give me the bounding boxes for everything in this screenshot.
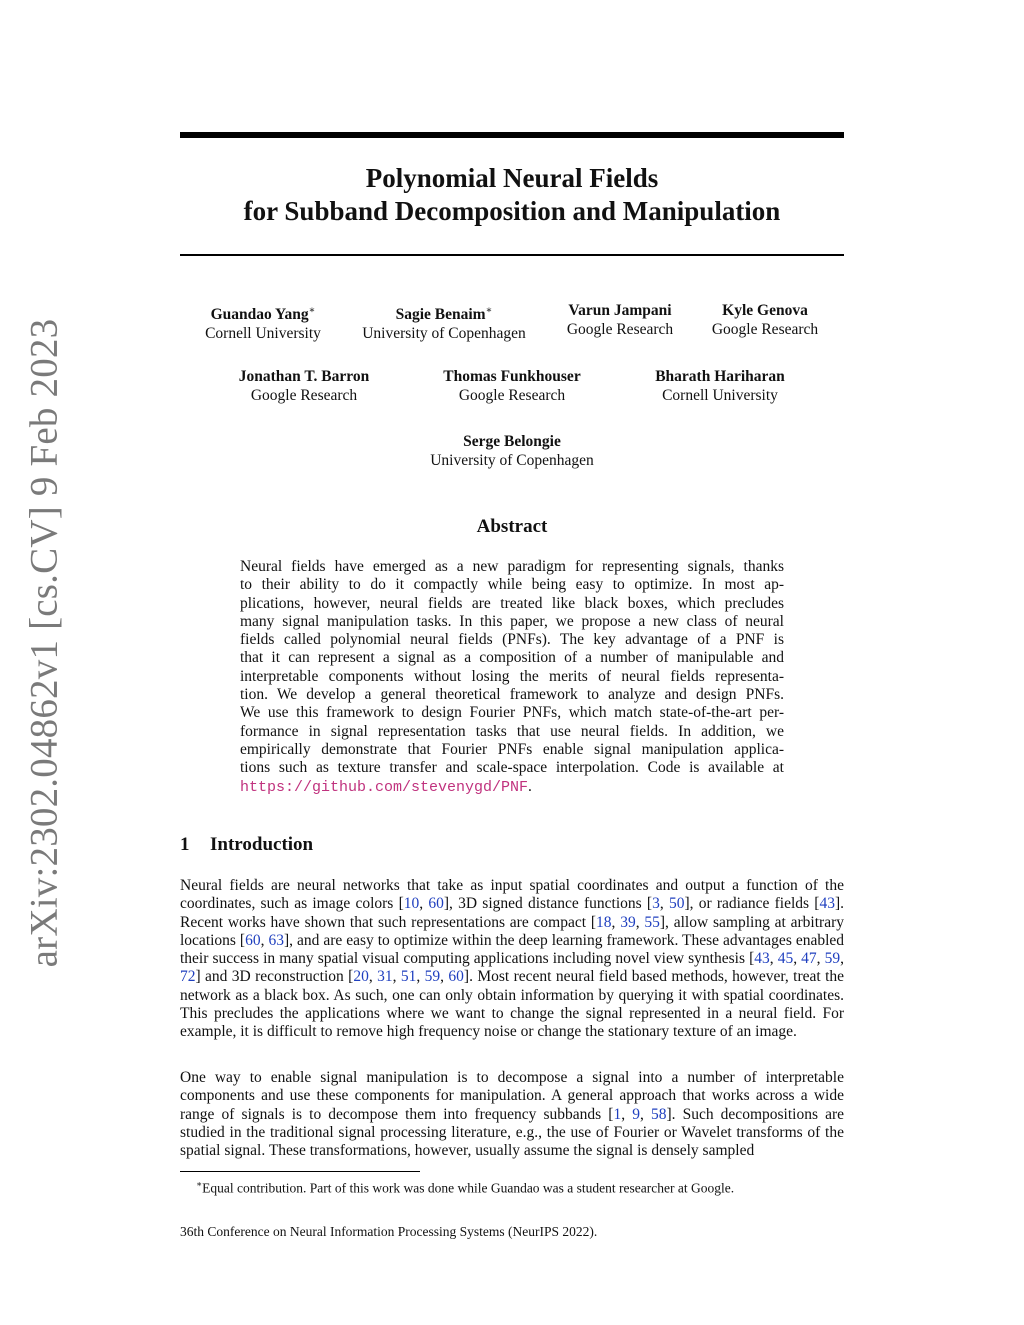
citation-link[interactable]: 60 (448, 968, 464, 986)
author-block (239, 367, 370, 405)
author-affiliation: Google Research (566, 321, 674, 338)
paragraph-text: Neural fields are neural networks that take as input spatial coordinates and output a function of the coordinates, such as image colors [ (180, 877, 844, 913)
paragraph-text: ]. Most recent neural field based methods, however, treat the network as a black box. As such, one can only obtain information by querying it with spatial coordinates. This precludes the applications where we want to change the signal represented in a neural field. For example, it is difficult to remove high frequency noise or change the stationary texture of an image. (180, 968, 845, 1041)
author-block (205, 301, 321, 343)
author-affiliation: Google Research (711, 321, 819, 338)
citation-link[interactable]: 59 (424, 968, 441, 986)
citation-link[interactable]: 9 (632, 1105, 640, 1123)
abstract-line: formance in signal representation tasks that use neural fields. In addition, we (240, 722, 784, 740)
citation-link[interactable]: 63 (268, 931, 284, 949)
title-line-1: Polynomial Neural Fields (365, 163, 659, 193)
paragraph-text: ] and 3D reconstruction [ (195, 968, 354, 986)
citation-link[interactable]: 43 (819, 895, 835, 913)
author-name: Thomas Funkhouser (443, 368, 581, 385)
abstract-heading: Abstract (476, 516, 548, 537)
paragraph-text: , (621, 1105, 633, 1123)
citation-link[interactable]: 60 (428, 895, 444, 913)
paragraph-text: , (659, 895, 669, 913)
paragraph-text: ], or radiance fields [ (684, 895, 820, 913)
author-affiliation: Google Research (250, 387, 358, 404)
footnote-text: Equal contribution. Part of this work was done while Guandao was a student researcher at Google. (202, 1180, 735, 1196)
citation-link[interactable]: 18 (596, 913, 612, 931)
code-link[interactable]: https://github.com/stevenygd/PNF (240, 778, 529, 796)
author-block (567, 301, 673, 339)
abstract-line: fields called polynomial neural fields (PNFs). The key advantage of a PNF is (240, 631, 784, 649)
author-affiliation: Cornell University (662, 387, 778, 404)
abstract-line: interpretable components without losing the merits of neural fields representa- (240, 667, 784, 685)
abstract-line: many signal manipulation tasks. In this paper, we propose a new class of neural (240, 612, 784, 630)
author-affiliation: University of Copenhagen (362, 325, 526, 343)
citation-link[interactable]: 59 (824, 950, 841, 968)
author-block (443, 367, 580, 405)
paragraph-text: ], and are easy to optimize within the deep learning framework. These advantages enabled their success in many spatial visual computing applications including novel view synthesis [ (180, 931, 845, 968)
citation-link[interactable]: 20 (353, 968, 369, 986)
abstract-line: We use this framework to design Fourier PNFs, which match state-of-the-art per- (240, 704, 784, 722)
abstract-line: tion. We develop a general theoretical framework to analyze and design PNFs. (240, 686, 784, 704)
citation-link[interactable]: 60 (245, 931, 261, 949)
citation-link[interactable]: 50 (668, 895, 685, 913)
citation-link[interactable]: 47 (801, 950, 817, 968)
author-name: Serge Belongie (463, 433, 561, 450)
paragraph-text: , (769, 950, 778, 968)
paragraph-text: ]. Recent works have shown that such representations are compact [ (180, 895, 844, 931)
citation-link[interactable]: 72 (180, 968, 196, 986)
footnote-mark: ∗ (196, 1179, 203, 1189)
author-block (362, 301, 526, 343)
footnote (196, 1176, 844, 1197)
citation-link[interactable]: 51 (400, 968, 417, 986)
paragraph-text: , (416, 968, 425, 986)
section-title: Introduction (210, 834, 314, 855)
paragraph-text: ], allow sampling at arbitrary locations [ (180, 913, 844, 949)
citation-link[interactable]: 58 (650, 1105, 667, 1123)
abstract-body (240, 558, 784, 797)
paragraph-text: , (260, 931, 269, 949)
arxiv-stamp (0, 0, 66, 1325)
paragraph-text: , (440, 968, 449, 986)
author-name: Varun Jampani (568, 302, 672, 319)
citation-link[interactable]: 55 (644, 913, 660, 931)
paragraph-text: , (392, 968, 401, 986)
conference-note: 36th Conference on Neural Information Processing Systems (NeurIPS 2022). (180, 1224, 598, 1239)
author-name: Guandao Yang∗ (210, 305, 316, 324)
citation-link[interactable]: 3 (652, 895, 660, 913)
abstract-line: that it can represent a signal as a composition of a number of manipulable and (240, 649, 784, 667)
citation-link[interactable]: 45 (777, 950, 794, 968)
author-name: Sagie Benaim∗ (395, 305, 493, 324)
section-heading-introduction (180, 834, 313, 856)
author-affiliation: Cornell University (205, 325, 321, 343)
abstract-line: tions such as texture transfer and scale-space interpolation. Code is available at (240, 759, 784, 777)
citation-link[interactable]: 31 (377, 968, 393, 986)
title-top-rule (180, 132, 844, 138)
title-bottom-rule (180, 254, 844, 256)
citation-link[interactable]: 10 (403, 895, 420, 913)
paragraph-text: , (816, 950, 825, 968)
citation-link[interactable]: 43 (754, 950, 770, 968)
abstract-last-line: https://github.com/stevenygd/PNF. (240, 777, 532, 796)
author-name: Bharath Hariharan (655, 368, 785, 385)
paragraph-text: , (840, 950, 845, 968)
author-name: Jonathan T. Barron (238, 368, 370, 385)
paragraph-text: , (793, 950, 802, 968)
title-line-2: for Subband Decomposition and Manipulation (243, 196, 781, 226)
author-block (430, 432, 594, 470)
abstract-line: plications, however, neural fields are treated like black boxes, which precludes (240, 594, 784, 612)
paper-title (180, 162, 844, 228)
paragraph-text: , (611, 913, 621, 931)
paragraph-text: , (419, 895, 429, 913)
paragraph-text: , (368, 968, 378, 986)
intro-paragraph-1 (180, 877, 844, 1042)
author-affiliation: Google Research (458, 387, 566, 404)
abstract-line: empirically demonstrate that Fourier PNFs enable signal manipulation applica- (240, 740, 784, 758)
intro-paragraph-2 (180, 1069, 844, 1160)
citation-link[interactable]: 1 (613, 1105, 622, 1123)
author-block (655, 367, 785, 405)
abstract-line: Neural fields have emerged as a new paradigm for representing signals, thanks (240, 558, 784, 575)
author-affiliation: University of Copenhagen (430, 452, 594, 469)
paragraph-text: , (639, 1105, 651, 1123)
footnote-rule (180, 1171, 420, 1172)
author-block (712, 301, 818, 339)
paragraph-text: ], 3D signed distance functions [ (443, 895, 653, 913)
abstract-line: to their ability to do it compactly while being easy to optimize. In most ap- (240, 576, 784, 594)
author-name: Kyle Genova (722, 302, 808, 319)
section-number: 1 (180, 834, 190, 855)
paragraph-text: One way to enable signal manipulation is to decompose a signal into a number of interpretable components and use these components for manipulation. A general approach that works across a wide range of signals is to decompose them into frequency subbands [ (180, 1069, 844, 1123)
paragraph-text: , (635, 913, 645, 931)
citation-link[interactable]: 39 (620, 913, 636, 931)
arxiv-stamp-text: arXiv:2302.04862v1 [cs.CV] 9 Feb 2023 (22, 318, 66, 968)
paragraph-text: ]. Such decompositions are studied in the traditional signal processing literature, e.g., the use of Fourier or Wavelet transforms of the spatial signal. These transformations, however, usually assume the signal is densely sampled (180, 1105, 845, 1160)
